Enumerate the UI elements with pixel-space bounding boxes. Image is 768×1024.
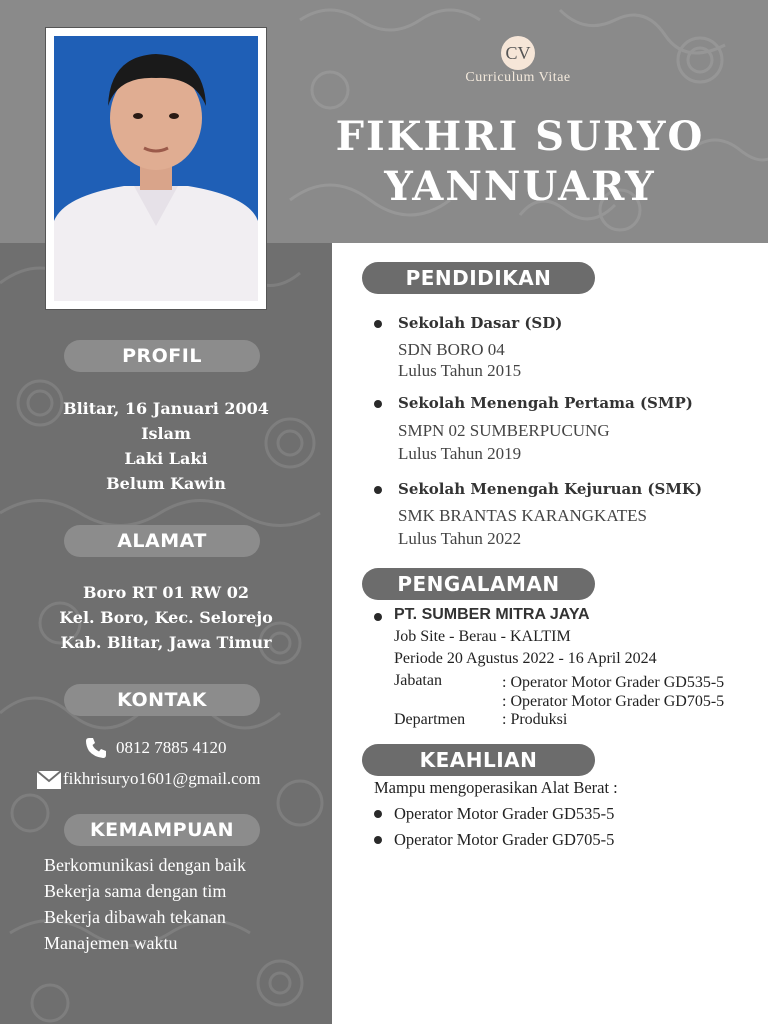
company-name: PT. SUMBER MITRA JAYA	[394, 606, 590, 623]
bullet-icon	[374, 836, 382, 844]
ability-item: Bekerja sama dengan tim	[44, 881, 227, 901]
section-heading-abilities: KEMAMPUAN	[64, 814, 260, 846]
bullet-icon	[374, 613, 382, 621]
name-line-2: YANNUARY	[384, 163, 656, 210]
phone-icon	[84, 736, 108, 760]
section-heading-education: PENDIDIKAN	[362, 262, 595, 294]
position-value: : Operator Motor Grader GD705-5	[502, 693, 725, 710]
section-heading-skills: KEAHLIAN	[362, 744, 595, 776]
department-value: : Produksi	[502, 711, 568, 728]
address-line: Kab. Blitar, Jawa Timur	[60, 633, 272, 652]
skill-item: Operator Motor Grader GD535-5	[394, 804, 615, 823]
email-address[interactable]: fikhrisuryo1601@gmail.com	[63, 769, 261, 788]
bullet-icon	[374, 320, 382, 328]
skill-item: Operator Motor Grader GD705-5	[394, 830, 615, 849]
person-illustration	[54, 36, 258, 301]
skills-intro: Mampu mengoperasikan Alat Berat :	[374, 778, 618, 797]
section-heading-contact: KONTAK	[64, 684, 260, 716]
profile-line: Belum Kawin	[106, 474, 226, 493]
education-year: Lulus Tahun 2019	[398, 444, 522, 463]
section-heading-address: ALAMAT	[64, 525, 260, 557]
education-level: Sekolah Dasar (SD)	[398, 314, 563, 332]
abilities-list	[44, 852, 246, 956]
profile-photo-frame	[46, 28, 266, 309]
department-label: Departmen	[394, 711, 466, 728]
envelope-icon	[37, 771, 61, 789]
profile-details	[0, 396, 332, 496]
ability-item: Bekerja dibawah tekanan	[44, 907, 226, 927]
bullet-icon	[374, 810, 382, 818]
education-year: Lulus Tahun 2015	[398, 361, 522, 380]
ability-item: Berkomunikasi dengan baik	[44, 855, 246, 875]
phone-number[interactable]: 0812 7885 4120	[116, 738, 227, 757]
profile-line: Islam	[141, 424, 191, 443]
position-value: : Operator Motor Grader GD535-5	[502, 674, 725, 691]
address-line: Kel. Boro, Kec. Selorejo	[59, 608, 273, 627]
person-name	[300, 112, 740, 212]
education-school: SDN BORO 04	[398, 340, 505, 359]
education-level: Sekolah Menengah Pertama (SMP)	[398, 394, 693, 412]
position-label: Jabatan	[394, 672, 442, 689]
profile-line: Laki Laki	[124, 449, 208, 468]
education-school: SMK BRANTAS KARANGKATES	[398, 506, 647, 525]
profile-photo	[54, 36, 258, 301]
education-year: Lulus Tahun 2022	[398, 529, 522, 548]
cv-badge: CV	[501, 36, 535, 70]
bullet-icon	[374, 400, 382, 408]
name-line-1: FIKHRI SURYO	[335, 113, 705, 160]
education-level: Sekolah Menengah Kejuruan (SMK)	[398, 480, 703, 498]
bullet-icon	[374, 486, 382, 494]
address-line: Boro RT 01 RW 02	[83, 583, 249, 602]
section-heading-experience: PENGALAMAN	[362, 568, 595, 600]
job-period: Periode 20 Agustus 2022 - 16 April 2024	[394, 650, 657, 667]
education-school: SMPN 02 SUMBERPUCUNG	[398, 421, 610, 440]
document-subtitle: Curriculum Vitae	[465, 70, 571, 85]
job-site: Job Site - Berau - KALTIM	[394, 628, 571, 645]
ability-item: Manajemen waktu	[44, 933, 178, 953]
section-heading-profile: PROFIL	[64, 340, 260, 372]
address-details	[0, 580, 332, 655]
profile-line: Blitar, 16 Januari 2004	[63, 399, 269, 418]
